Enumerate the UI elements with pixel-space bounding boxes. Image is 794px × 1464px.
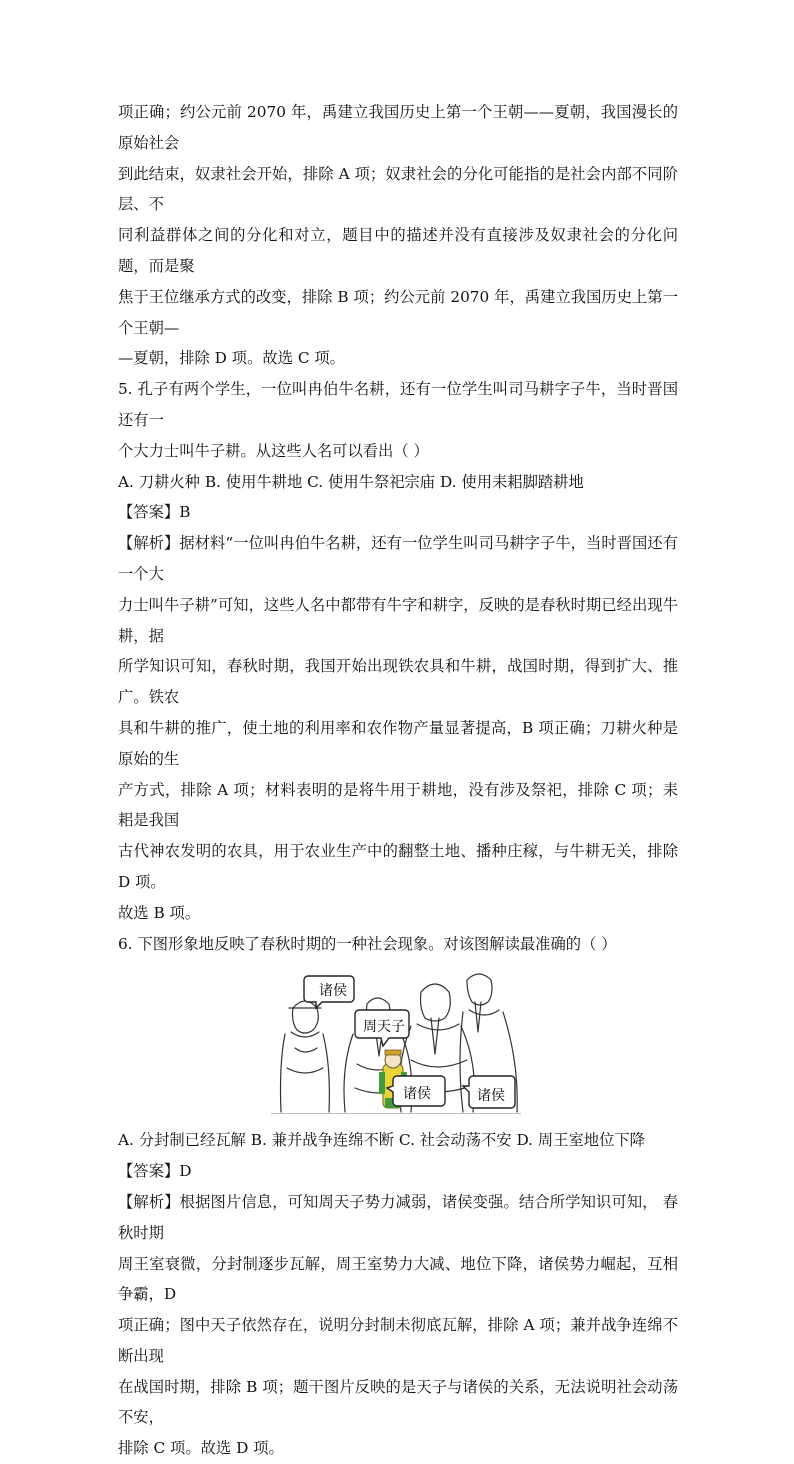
- bubble-label-lord-bottom-right: 诸侯: [477, 1088, 505, 1105]
- q5-analysis-line: 所学知识可知，春秋时期，我国开始出现铁农具和牛耕，战国时期，得到扩大、推广。铁农: [118, 657, 678, 707]
- q5-analysis-line: 具和牛耕的推广，使土地的利用率和农作物产量显著提高，B 项正确；刀耕火种是原始的生: [118, 718, 678, 768]
- q5-stem-line: 5. 孔子有两个学生，一位叫冉伯牛名耕，还有一位学生叫司马耕字子牛，当时晋国还有一: [118, 380, 678, 429]
- q5-analysis-line: 故选 B 项。: [118, 903, 201, 922]
- cartoon-figure: [271, 968, 521, 1114]
- q5-options: A. 刀耕火种 B. 使用牛耕地 C. 使用牛祭祀宗庙 D. 使用耒耜脚踏耕地: [118, 472, 584, 491]
- q6-analysis-line: 项正确；图中天子依然存在，说明分封制未彻底瓦解，排除 A 项；兼并战争连绵不断出现: [118, 1316, 678, 1365]
- q4-analysis-line: —夏朝，排除 D 项。故选 C 项。: [118, 349, 345, 368]
- q5-analysis-line: 产方式，排除 A 项；材料表明的是将牛用于耕地，没有涉及祭祀，排除 C 项；耒耜是我国: [118, 780, 678, 830]
- q6-analysis-line: 周王室衰微，分封制逐步瓦解，周王室势力大减、地位下降，诸侯势力崛起，互相争霸，D: [118, 1254, 678, 1304]
- q4-analysis-line: 焦于王位继承方式的改变，排除 B 项；约公元前 2070 年，禹建立我国历史上第一个王朝—: [118, 287, 678, 337]
- bubble-label-lord-top: 诸侯: [319, 983, 347, 1000]
- q6-analysis-line: 在战国时期，排除 B 项；题干图片反映的是天子与诸侯的关系，无法说明社会动荡不安，: [118, 1377, 678, 1427]
- q6-stem: 6. 下图形象地反映了春秋时期的一种社会现象。对该图解读最准确的（ ）: [118, 934, 617, 953]
- q5-stem-line: 个大力士叫牛子耕。从这些人名可以看出（ ）: [118, 441, 429, 460]
- q6-options: A. 分封制已经瓦解 B. 兼并战争连绵不断 C. 社会动荡不安 D. 周王室地位下降: [118, 1131, 645, 1150]
- q4-analysis-line: 项正确；约公元前 2070 年，禹建立我国历史上第一个王朝——夏朝，我国漫长的原始社会: [118, 103, 678, 152]
- q4-analysis-line: 同利益群体之间的分化和对立，题目中的描述并没有直接涉及奴隶社会的分化问题，而是聚: [118, 226, 678, 275]
- bubble-label-lord-bottom-mid: 诸侯: [403, 1086, 431, 1103]
- q5-answer: 【答案】B: [118, 503, 191, 522]
- q5-analysis-line: 古代神农发明的农具，用于农业生产中的翻整土地、播种庄稼，与牛耕无关，排除 D 项。: [118, 842, 678, 891]
- q6-analysis-line: 【解析】根据图片信息，可知周天子势力减弱，诸侯变强。结合所学知识可知， 春秋时期: [118, 1192, 678, 1242]
- q5-analysis-line: 力士叫牛子耕”可知，这些人名中都带有牛字和耕字，反映的是春秋时期已经出现牛耕，据: [118, 595, 678, 645]
- q6-answer: 【答案】D: [118, 1162, 192, 1181]
- page-content: [118, 97, 678, 1464]
- q6-analysis-line: 排除 C 项。故选 D 项。: [118, 1439, 284, 1458]
- q4-analysis-line: 到此结束，奴隶社会开始，排除 A 项；奴隶社会的分化可能指的是社会内部不同阶层、不: [118, 164, 678, 214]
- bubble-label-emperor: 周天子: [363, 1019, 405, 1036]
- q5-analysis-line: 【解析】据材料“一位叫冉伯牛名耕，还有一位学生叫司马耕字子牛，当时晋国还有一个大: [118, 534, 678, 583]
